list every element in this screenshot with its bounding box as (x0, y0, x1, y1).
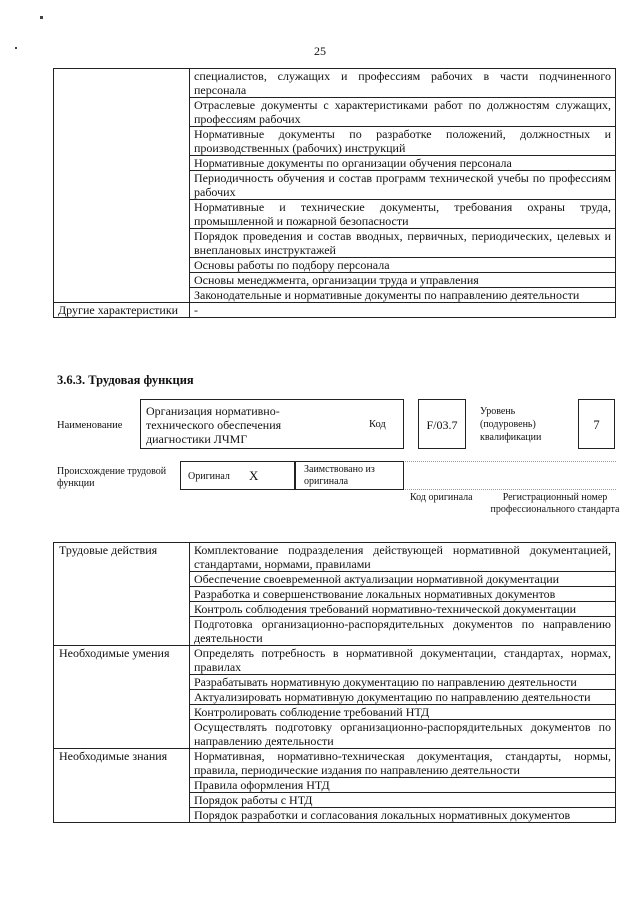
table-cell: Основы менеджмента, организации труда и управления (190, 273, 616, 288)
table-cell: Порядок работы с НТД (190, 793, 616, 808)
section-title: 3.6.3. Трудовая функция (57, 373, 194, 387)
reg-number-label: Регистрационный номер профессионального стандарта (490, 492, 620, 515)
table-cell: Нормативные и технические документы, требования охраны труда, промышленной и пожарной безопасности (190, 200, 616, 229)
name-label: Наименование (57, 420, 123, 431)
level-value: 7 (593, 418, 600, 432)
lower-table (53, 542, 616, 823)
group-label-cell: Трудовые действия (54, 543, 190, 646)
code-original-label: Код оригинала (410, 492, 473, 503)
code-box (418, 399, 466, 449)
upper-table-body (54, 69, 616, 318)
table-row (54, 646, 616, 675)
table-cell: Контроль соблюдения требований нормативно-технической документации (190, 602, 616, 617)
code-value: F/03.7 (426, 418, 458, 432)
table-row (54, 543, 616, 572)
code-label: Код (369, 419, 386, 430)
lower-table-body (54, 543, 616, 823)
table-cell: Нормативные документы по организации обучения персонала (190, 156, 616, 171)
original-mark: X (249, 468, 259, 483)
name-box (140, 399, 404, 449)
upper-table (53, 68, 616, 318)
table-cell: Порядок проведения и состав вводных, первичных, периодических, целевых и внеплановых инструктажей (190, 229, 616, 258)
row-label-cell (54, 69, 190, 303)
table-cell: Разрабатывать нормативную документацию по направлению деятельности (190, 675, 616, 690)
group-label-cell: Необходимые знания (54, 749, 190, 823)
table-cell: Периодичность обучения и состав программ технической учебы по профессиям рабочих (190, 171, 616, 200)
table-cell: Осуществлять подготовку организационно-распорядительных документов по направлению деятельности (190, 720, 616, 749)
table-cell: Основы работы по подбору персонала (190, 258, 616, 273)
table-row (54, 303, 616, 318)
table-cell: Законодательные и нормативные документы по направлению деятельности (190, 288, 616, 303)
page-number: 25 (314, 44, 326, 58)
table-cell: Нормативная, нормативно-техническая документация, стандарты, нормы, правила, периодические издания по направлению деятельности (190, 749, 616, 778)
level-box (578, 399, 615, 449)
table-cell: Нормативные документы по разработке положений, должностных и производственных (рабочих) инструкций (190, 127, 616, 156)
scan-mark (40, 16, 43, 19)
table-cell: специалистов, служащих и профессиям рабочих в части подчиненного персонала (190, 69, 616, 98)
original-label: Оригинал (188, 471, 230, 482)
table-cell: Контролировать соблюдение требований НТД (190, 705, 616, 720)
table-row (54, 69, 616, 98)
name-value: Организация нормативно-технического обеспечения диагностики ЛЧМГ (146, 404, 282, 446)
table-row (54, 749, 616, 778)
table-cell: Порядок разработки и согласования локальных нормативных документов (190, 808, 616, 823)
table-cell: Комплектование подразделения действующей нормативной документацией, стандартами, нормами, правилами (190, 543, 616, 572)
origin-label: Происхождение трудовой функции (57, 466, 167, 489)
table-cell: Отраслевые документы с характеристиками работ по должностям служащих, профессиям рабочих (190, 98, 616, 127)
table-cell: Разработка и совершенствование локальных нормативных документов (190, 587, 616, 602)
level-label: Уровень (подуровень) квалификации (480, 406, 542, 443)
origin-cell-borrowed (295, 461, 404, 490)
origin-cell-original (180, 461, 295, 490)
group-label-cell: Необходимые умения (54, 646, 190, 749)
table-cell: Правила оформления НТД (190, 778, 616, 793)
table-cell: Актуализировать нормативную документацию по направлению деятельности (190, 690, 616, 705)
table-cell: Подготовка организационно-распорядительных документов по направлению деятельности (190, 617, 616, 646)
table-cell: Обеспечение своевременной актуализации нормативной документации (190, 572, 616, 587)
other-label-cell: Другие характеристики (54, 303, 190, 318)
borrowed-label: Заимствовано из оригинала (304, 464, 375, 487)
other-value-cell: - (190, 303, 616, 318)
table-cell: Определять потребность в нормативной документации, стандартах, нормах, правилах (190, 646, 616, 675)
